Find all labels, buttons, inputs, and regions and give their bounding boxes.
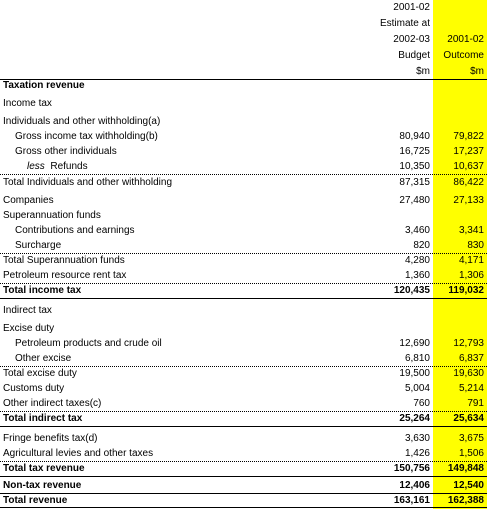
estimate-value: 80,940 bbox=[399, 131, 430, 142]
outcome-value: 830 bbox=[467, 240, 484, 251]
outcome-value: 149,848 bbox=[447, 463, 484, 474]
header-col1-line4: Budget bbox=[398, 50, 430, 61]
row-label: Agricultural levies and other taxes bbox=[3, 448, 154, 459]
outcome-value: 791 bbox=[467, 398, 484, 409]
row-label: Customs duty bbox=[3, 383, 65, 394]
outcome-value: 12,540 bbox=[453, 480, 484, 491]
estimate-value: 6,810 bbox=[404, 353, 430, 364]
table-row bbox=[0, 129, 487, 144]
table-row bbox=[0, 159, 487, 174]
outcome-value: 12,793 bbox=[453, 338, 484, 349]
outcome-value: 3,675 bbox=[458, 433, 484, 444]
header-col1-line3: 2002-03 bbox=[393, 34, 430, 45]
row-label-text: Refunds bbox=[50, 161, 88, 172]
row-label: Petroleum products and crude oil bbox=[15, 338, 162, 349]
outcome-value: 86,422 bbox=[453, 177, 484, 188]
row-label: Non-tax revenue bbox=[3, 480, 82, 491]
estimate-value: 150,756 bbox=[393, 463, 430, 474]
estimate-value: 3,460 bbox=[404, 225, 430, 236]
estimate-value: 1,360 bbox=[404, 270, 430, 281]
row-label: Gross other individuals bbox=[15, 146, 117, 157]
header-col2-line3: $m bbox=[470, 66, 484, 77]
estimate-value: 12,690 bbox=[399, 338, 430, 349]
outcome-value: 4,171 bbox=[458, 255, 484, 266]
estimate-value: 820 bbox=[413, 240, 430, 251]
row-label: Fringe benefits tax(d) bbox=[3, 433, 98, 444]
outcome-value: 27,133 bbox=[453, 195, 484, 206]
estimate-value: 25,264 bbox=[399, 413, 430, 424]
outcome-value: 5,214 bbox=[458, 383, 484, 394]
row-label: Taxation revenue bbox=[3, 80, 85, 91]
row-rule bbox=[0, 476, 487, 477]
row-label bbox=[15, 159, 88, 174]
estimate-value: 19,500 bbox=[399, 368, 430, 379]
row-rule bbox=[0, 426, 487, 427]
outcome-value: 1,506 bbox=[458, 448, 484, 459]
table-row bbox=[0, 446, 487, 461]
row-rule bbox=[0, 507, 487, 508]
table-row bbox=[0, 336, 487, 351]
header-col1-line2: Estimate at bbox=[379, 18, 430, 29]
outcome-value: 10,637 bbox=[453, 161, 484, 172]
row-label: Companies bbox=[3, 195, 54, 206]
table-row bbox=[0, 208, 487, 223]
table-row bbox=[0, 493, 487, 508]
table-row bbox=[0, 114, 487, 129]
table-row bbox=[0, 175, 487, 190]
table-row bbox=[0, 78, 487, 93]
table-row bbox=[0, 96, 487, 111]
row-rule bbox=[0, 298, 487, 299]
header-col2-line2: Outcome bbox=[443, 50, 484, 61]
row-label: Other excise bbox=[15, 353, 72, 364]
table-row bbox=[0, 238, 487, 253]
table-row bbox=[0, 381, 487, 396]
outcome-value: 3,341 bbox=[458, 225, 484, 236]
row-label: Total income tax bbox=[3, 285, 82, 296]
table-row bbox=[0, 396, 487, 411]
outcome-value: 119,032 bbox=[448, 285, 484, 296]
header-col1-line5: $m bbox=[416, 66, 430, 77]
table-row bbox=[0, 144, 487, 159]
estimate-value: 760 bbox=[413, 398, 430, 409]
estimate-value: 3,630 bbox=[404, 433, 430, 444]
estimate-value: 27,480 bbox=[399, 195, 430, 206]
row-label: Total revenue bbox=[3, 495, 68, 506]
row-label: Total tax revenue bbox=[3, 463, 85, 474]
header-col2-line1: 2001-02 bbox=[447, 34, 484, 45]
row-label: Indirect tax bbox=[3, 305, 52, 316]
table-row bbox=[0, 431, 487, 446]
table-row bbox=[0, 366, 487, 381]
row-label: Total Superannuation funds bbox=[3, 255, 125, 266]
row-label-less: less bbox=[27, 161, 45, 172]
row-label: Superannuation funds bbox=[3, 210, 101, 221]
table-row bbox=[0, 351, 487, 366]
estimate-value: 12,406 bbox=[399, 480, 430, 491]
table-row bbox=[0, 303, 487, 318]
table-row bbox=[0, 193, 487, 208]
header-col1-line1: 2001-02 bbox=[393, 2, 430, 13]
estimate-value: 163,161 bbox=[393, 495, 430, 506]
estimate-value: 87,315 bbox=[399, 177, 430, 188]
row-label: Other indirect taxes(c) bbox=[3, 398, 102, 409]
outcome-value: 6,837 bbox=[458, 353, 484, 364]
table-row bbox=[0, 321, 487, 336]
outcome-value: 162,388 bbox=[447, 495, 484, 506]
row-label: Income tax bbox=[3, 98, 52, 109]
row-label: Contributions and earnings bbox=[15, 225, 135, 236]
estimate-value: 4,280 bbox=[404, 255, 430, 266]
table-row bbox=[0, 283, 487, 298]
table-row bbox=[0, 223, 487, 238]
estimate-value: 1,426 bbox=[404, 448, 430, 459]
row-label: Individuals and other withholding(a) bbox=[3, 116, 161, 127]
outcome-value: 25,634 bbox=[453, 413, 484, 424]
estimate-value: 5,004 bbox=[404, 383, 430, 394]
row-label: Petroleum resource rent tax bbox=[3, 270, 127, 281]
outcome-value: 1,306 bbox=[458, 270, 484, 281]
table-row bbox=[0, 461, 487, 476]
row-label: Total excise duty bbox=[3, 368, 77, 379]
estimate-value: 10,350 bbox=[399, 161, 430, 172]
row-label: Total indirect tax bbox=[3, 413, 83, 424]
row-label: Total Individuals and other withholding bbox=[3, 177, 172, 188]
estimate-value: 120,435 bbox=[393, 285, 430, 296]
row-label: Surcharge bbox=[15, 240, 62, 251]
table-row bbox=[0, 253, 487, 268]
estimate-value: 16,725 bbox=[399, 146, 430, 157]
row-label: Gross income tax withholding(b) bbox=[15, 131, 158, 142]
outcome-value: 79,822 bbox=[453, 131, 484, 142]
row-label: Excise duty bbox=[3, 323, 55, 334]
outcome-value: 17,237 bbox=[453, 146, 484, 157]
outcome-value: 19,630 bbox=[453, 368, 484, 379]
table-row bbox=[0, 268, 487, 283]
table-row bbox=[0, 478, 487, 493]
table-row bbox=[0, 411, 487, 426]
